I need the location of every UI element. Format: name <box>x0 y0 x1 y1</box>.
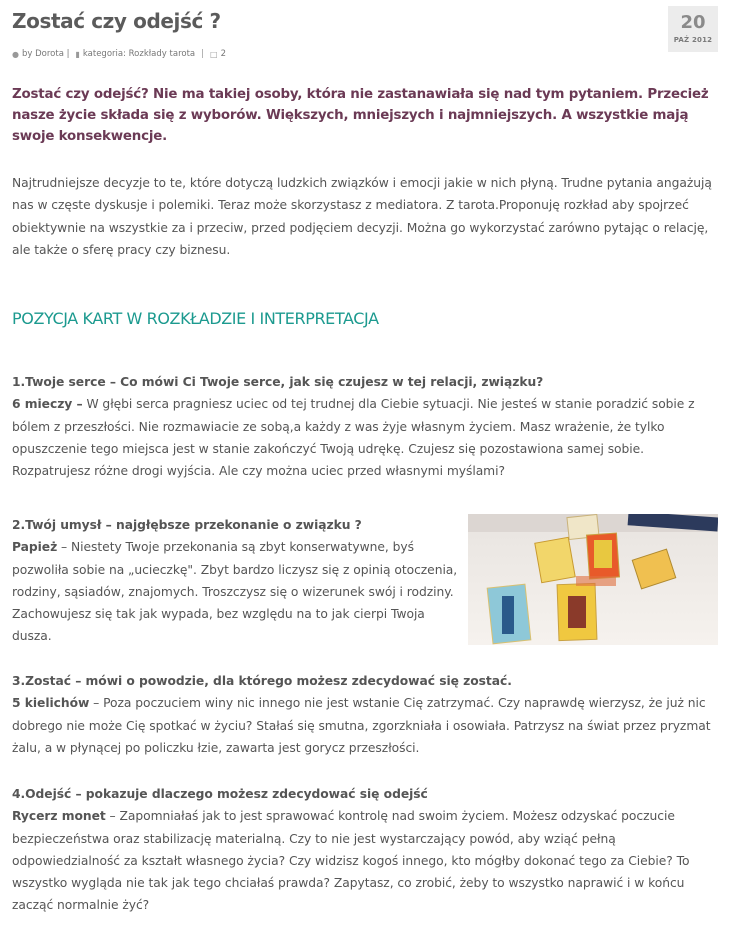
position-4 <box>12 783 724 917</box>
post-title: Zostać czy odejść ? <box>12 9 221 33</box>
position-text <box>12 805 724 916</box>
position-heading: 1.Twoje serce – Co mówi Ci Twoje serce, jak się czujesz w tej relacji, związku? <box>12 375 544 389</box>
category-link[interactable]: kategoria: Rozkłady tarota <box>82 49 196 59</box>
folder-icon: ▮ <box>75 49 80 59</box>
card-interpretation: – Zapomniałaś jak to jest sprawować kontrolę nad swoim życiem. Możesz odzyskać poczucie bezpieczeństwa oraz stabilizację materialną. Czy to nie jest wystarczający powód, aby wziąć pełną odpowiedzialność za kształt własnego życia? Czy widzisz kogoś innego, kto mógłby dokonać tego za Ciebie? To wszystko wygląda nie tak jak tego chciałaś prawda? Zapytasz, co zrobić, żeby to wszystko naprawić i w końcu zacząć normalnie żyć? <box>12 809 690 913</box>
position-heading: 2.Twój umysł – najgłębsze przekonanie o związku ? <box>12 518 362 532</box>
position-heading: 3.Zostać – mówi o powodzie, dla którego możesz zdecydować się zostać. <box>12 674 512 688</box>
card-interpretation: – Poza poczuciem winy nic innego nie jest wstanie Cię zatrzymać. Czy naprawdę wierzysz, że już nic dobrego nie może Cię spotkać w życiu? Stałaś się smutna, zgorzkniała i osowiała. Patrzysz na świat przez pryzmat żalu, a w płynącej po policzku łzie, zawarta jest gorycz przeszłości. <box>12 696 711 755</box>
card-name: Rycerz monet <box>12 809 106 824</box>
date-badge <box>668 6 718 52</box>
tarot-cards-photo <box>468 514 718 645</box>
position-1 <box>12 371 724 482</box>
position-text <box>12 692 724 759</box>
card-name: Papież <box>12 540 58 555</box>
card-interpretation: W głębi serca pragniesz uciec od tej trudnej dla Ciebie sytuacji. Nie jesteś w stanie poradzić sobie z bólem z przeszłości. Nie rozmawiacie ze sobą,a każdy z was żyje własnym życiem. Masz wrażenie, że tylko opuszczenie tego miejsca jest w stanie zakończyć Twoją udrękę. Czujesz się pozostawiona samej sobie. Rozpatrujesz różne drogi wyjścia. Ale czy można uciec przed własnymi myślami? <box>12 397 695 479</box>
lead-paragraph: Zostać czy odejść? Nie ma takiej osoby, która nie zastanawiała się nad tym pytaniem. Przecież nasze życie składa się z wyborów. Większych, mniejszych i najmniejszych. A wszystkie mają swoje konsekwencje. <box>12 87 709 144</box>
section-heading: POZYCJA KART W ROZKŁADZIE I INTERPRETACJA <box>12 309 379 328</box>
card-name: 5 kielichów <box>12 696 90 711</box>
card-interpretation: – Niestety Twoje przekonania są zbyt konserwatywne, byś pozwoliła sobie na „ucieczkę". Zbyt bardzo liczysz się z opinią otoczenia, rodziny, sąsiadów, znajomych. Troszczysz się o wizerunek swój i rodziny. Zachowujesz się tak jak wypada, bez względu na to jak cierpi Twoja dusza. <box>12 540 458 644</box>
post-meta <box>12 49 226 59</box>
user-icon: ● <box>12 49 19 59</box>
intro-paragraph: Najtrudniejsze decyzje to te, które dotyczą ludzkich związków i emocji jakie w nich płyną. Trudne pytania angażują nas w częste dyskusje i polemiki. Teraz może skorzystasz z mediatora. Z tarota.Proponuję rozkład aby spojrzeć obiektywnie na wszystkie za i przeciw, przed podjęciem decyzji. Można go wykorzystać zarówno pytając o relację, ale także o sferę pracy czy biznesu. <box>12 176 712 257</box>
position-text <box>12 536 462 647</box>
author-link[interactable]: by Dorota | <box>21 49 70 59</box>
comments-link[interactable]: 2 <box>220 49 226 59</box>
date-month: PAŹ 2012 <box>673 36 713 44</box>
meta-separator: | <box>201 49 204 59</box>
position-text <box>12 393 724 482</box>
position-heading: 4.Odejść – pokazuje dlaczego możesz zdecydować się odejść <box>12 787 428 801</box>
position-2 <box>12 514 462 648</box>
date-day: 20 <box>680 12 706 33</box>
position-3 <box>12 670 724 759</box>
comment-icon: □ <box>210 49 218 59</box>
card-name: 6 mieczy – <box>12 397 83 412</box>
